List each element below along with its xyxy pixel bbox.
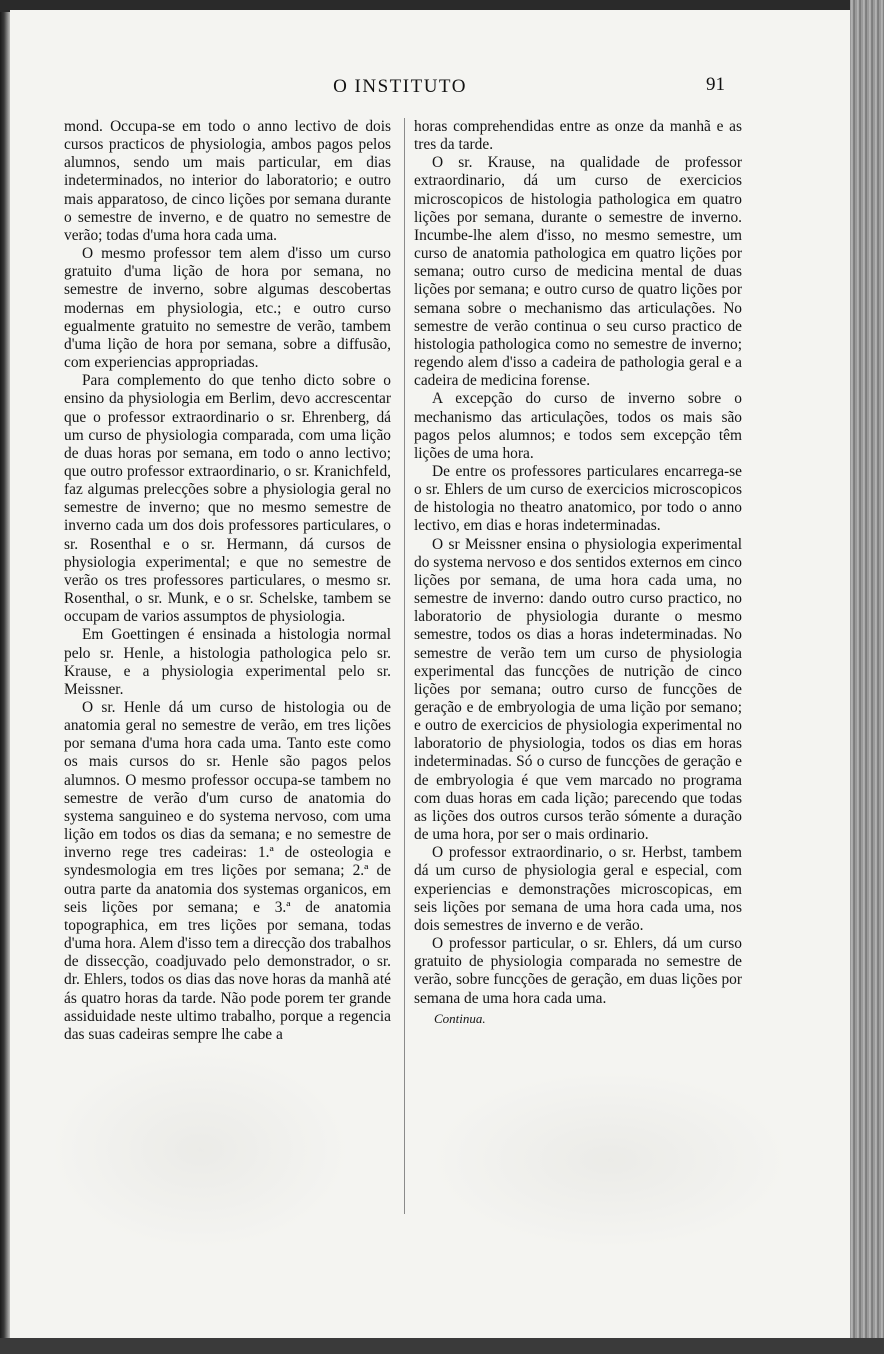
page-header [0, 76, 884, 106]
paragraph: Em Goettingen é ensinada a histologia normal pelo sr. Henle, a histologia pathologica pelo sr. Krause, e a physiologia experimental pelo sr. Meissner. [64, 626, 391, 698]
paragraph: horas comprehendidas entre as onze da manhã e as tres da tarde. [414, 118, 742, 154]
column-divider [404, 118, 405, 1214]
left-column [64, 118, 391, 1044]
right-column [414, 118, 742, 1028]
book-page-edges [850, 0, 884, 1354]
continued-note: Continua. [434, 1010, 486, 1026]
paragraph: O professor extraordinario, o sr. Herbst, tambem dá um curso de physiologia geral e especial, com experiencias e demonstrações microscopicas, em seis lições por semana de uma hora cada uma, nos dois semestres de inverno e de verão. [414, 844, 742, 934]
paragraph: O sr. Krause, na qualidade de professor extraordinario, dá um curso de exercicios microscopicos de histologia pathologica em quatro lições por semana, durante o semestre de inverno. Incumbe-lhe alem d'isso, no mesmo semestre, um curso de anatomia pathologica em quatro lições por semana; outro curso de medicina mental de duas lições por semana; e outro curso de quatro lições por semana sobre o mechanismo das articulações. No semestre de verão continua o seu curso practico de histologia pathologica como no semestre de inverno; regendo alem d'isso a cadeira de pathologia geral e a cadeira de medicina forense. [414, 154, 742, 390]
paragraph: O mesmo professor tem alem d'isso um curso gratuito d'uma lição de hora por semana, no semestre de inverno, sobre algumas descobertas modernas em physiologia, etc.; e outro curso egualmente gratuito no semestre de verão, tambem d'uma lição de hora por semana, sobre a diffusão, com experiencias appropriadas. [64, 245, 391, 372]
paragraph: O sr. Henle dá um curso de histologia ou de anatomia geral no semestre de verão, em tres lições por semana d'uma hora cada uma. Tanto este como os mais cursos do sr. Henle são pagos pelos alumnos. O mesmo professor occupa-se tambem no semestre de verão d'um curso de anatomia do systema sanguineo e do systema nervoso, com uma lição em todos os dias da semana; e no semestre de inverno rege tres cadeiras: 1.ª de osteologia e syndesmologia em tres lições por semana; 2.ª de outra parte da anatomia dos systemas organicos, em seis lições por semana; e 3.ª de anatomia topographica, em tres lições por semana, todas d'uma hora. Alem d'isso tem a direcção dos trabalhos de dissecção, coadjuvado pelo demonstrador, o sr. dr. Ehlers, todos os dias das nove horas da manhã até ás quatro horas da tarde. Não pode porem ter grande assiduidade neste ultimo trabalho, porque a regencia das suas cadeiras sempre lhe cabe a [64, 699, 391, 1043]
paragraph: O professor particular, o sr. Ehlers, dá um curso gratuito de physiologia comparada no semestre de verão, sobre funcções de geração, em duas lições por semana de uma hora cada uma. [414, 935, 742, 1007]
running-title: O INSTITUTO [333, 76, 467, 97]
page-number: 91 [706, 74, 725, 95]
paragraph: O sr Meissner ensina o physiologia experimental do systema nervoso e dos sentidos externos em cinco lições por semana, de uma hora cada uma, no semestre de inverno: dando outro curso practico, no laboratorio de physiologia durante o mesmo semestre, todos os dias a horas indeterminadas. No semestre de verão tem um curso de physiologia experimental das funcções de nutrição de cinco lições por semana; outro curso de funcções de geração e de embryologia de uma lição por semano; e outro de exercicios de physiologia experimental no laboratorio de physiologia, todos os dias em horas indeterminadas. Só o curso de funcções de geração e de embryologia é que vem marcado no programa com duas horas em cada lição; parecendo que todas as lições dos outros cursos terão sómente a duração de uma hora, por ser o mais ordinario. [414, 535, 742, 844]
paragraph: De entre os professores particulares encarrega-se o sr. Ehlers de um curso de exercicios microscopicos de histologia no theatro anatomico, por todo o anno lectivo, em dias e horas indeterminadas. [414, 462, 742, 535]
paragraph: mond. Occupa-se em todo o anno lectivo de dois cursos practicos de physiologia, ambos pagos pelos alumnos, sendo um mais particular, em dias indeterminados, no interior do laboratorio; e outro mais apparatoso, de cinco lições por semana durante o semestre de inverno, e de quatro no semestre de verão; todas d'uma hora cada uma. [64, 118, 391, 244]
paragraph: A excepção do curso de inverno sobre o mechanismo das articulações, todos os mais são pagos pelos alumnos; e todos sem excepção têm lições de uma hora. [414, 390, 742, 462]
paragraph: Para complemento do que tenho dicto sobre o ensino da physiologia em Berlim, devo accrescentar que o professor extraordinario o sr. Ehrenberg, dá um curso de physiologia comparada, com uma lição de duas horas por semana, em todo o anno lectivo; que outro professor extraordinario, o sr. Kranichfeld, faz algumas prelecções sobre a physiologia geral no semestre de inverno; que no mesmo semestre de inverno cada um dos dois professores particulares, o sr. Rosenthal e o sr. Hermann, dá cursos de physiologia experimental; e que no semestre de verão os tres professores particulares, o mesmo sr. Rosenthal, o sr. Munk, e o sr. Schelske, tambem se occupam de varios assumptos de physiologia. [64, 372, 391, 626]
scan-bottom-border [0, 1338, 884, 1354]
